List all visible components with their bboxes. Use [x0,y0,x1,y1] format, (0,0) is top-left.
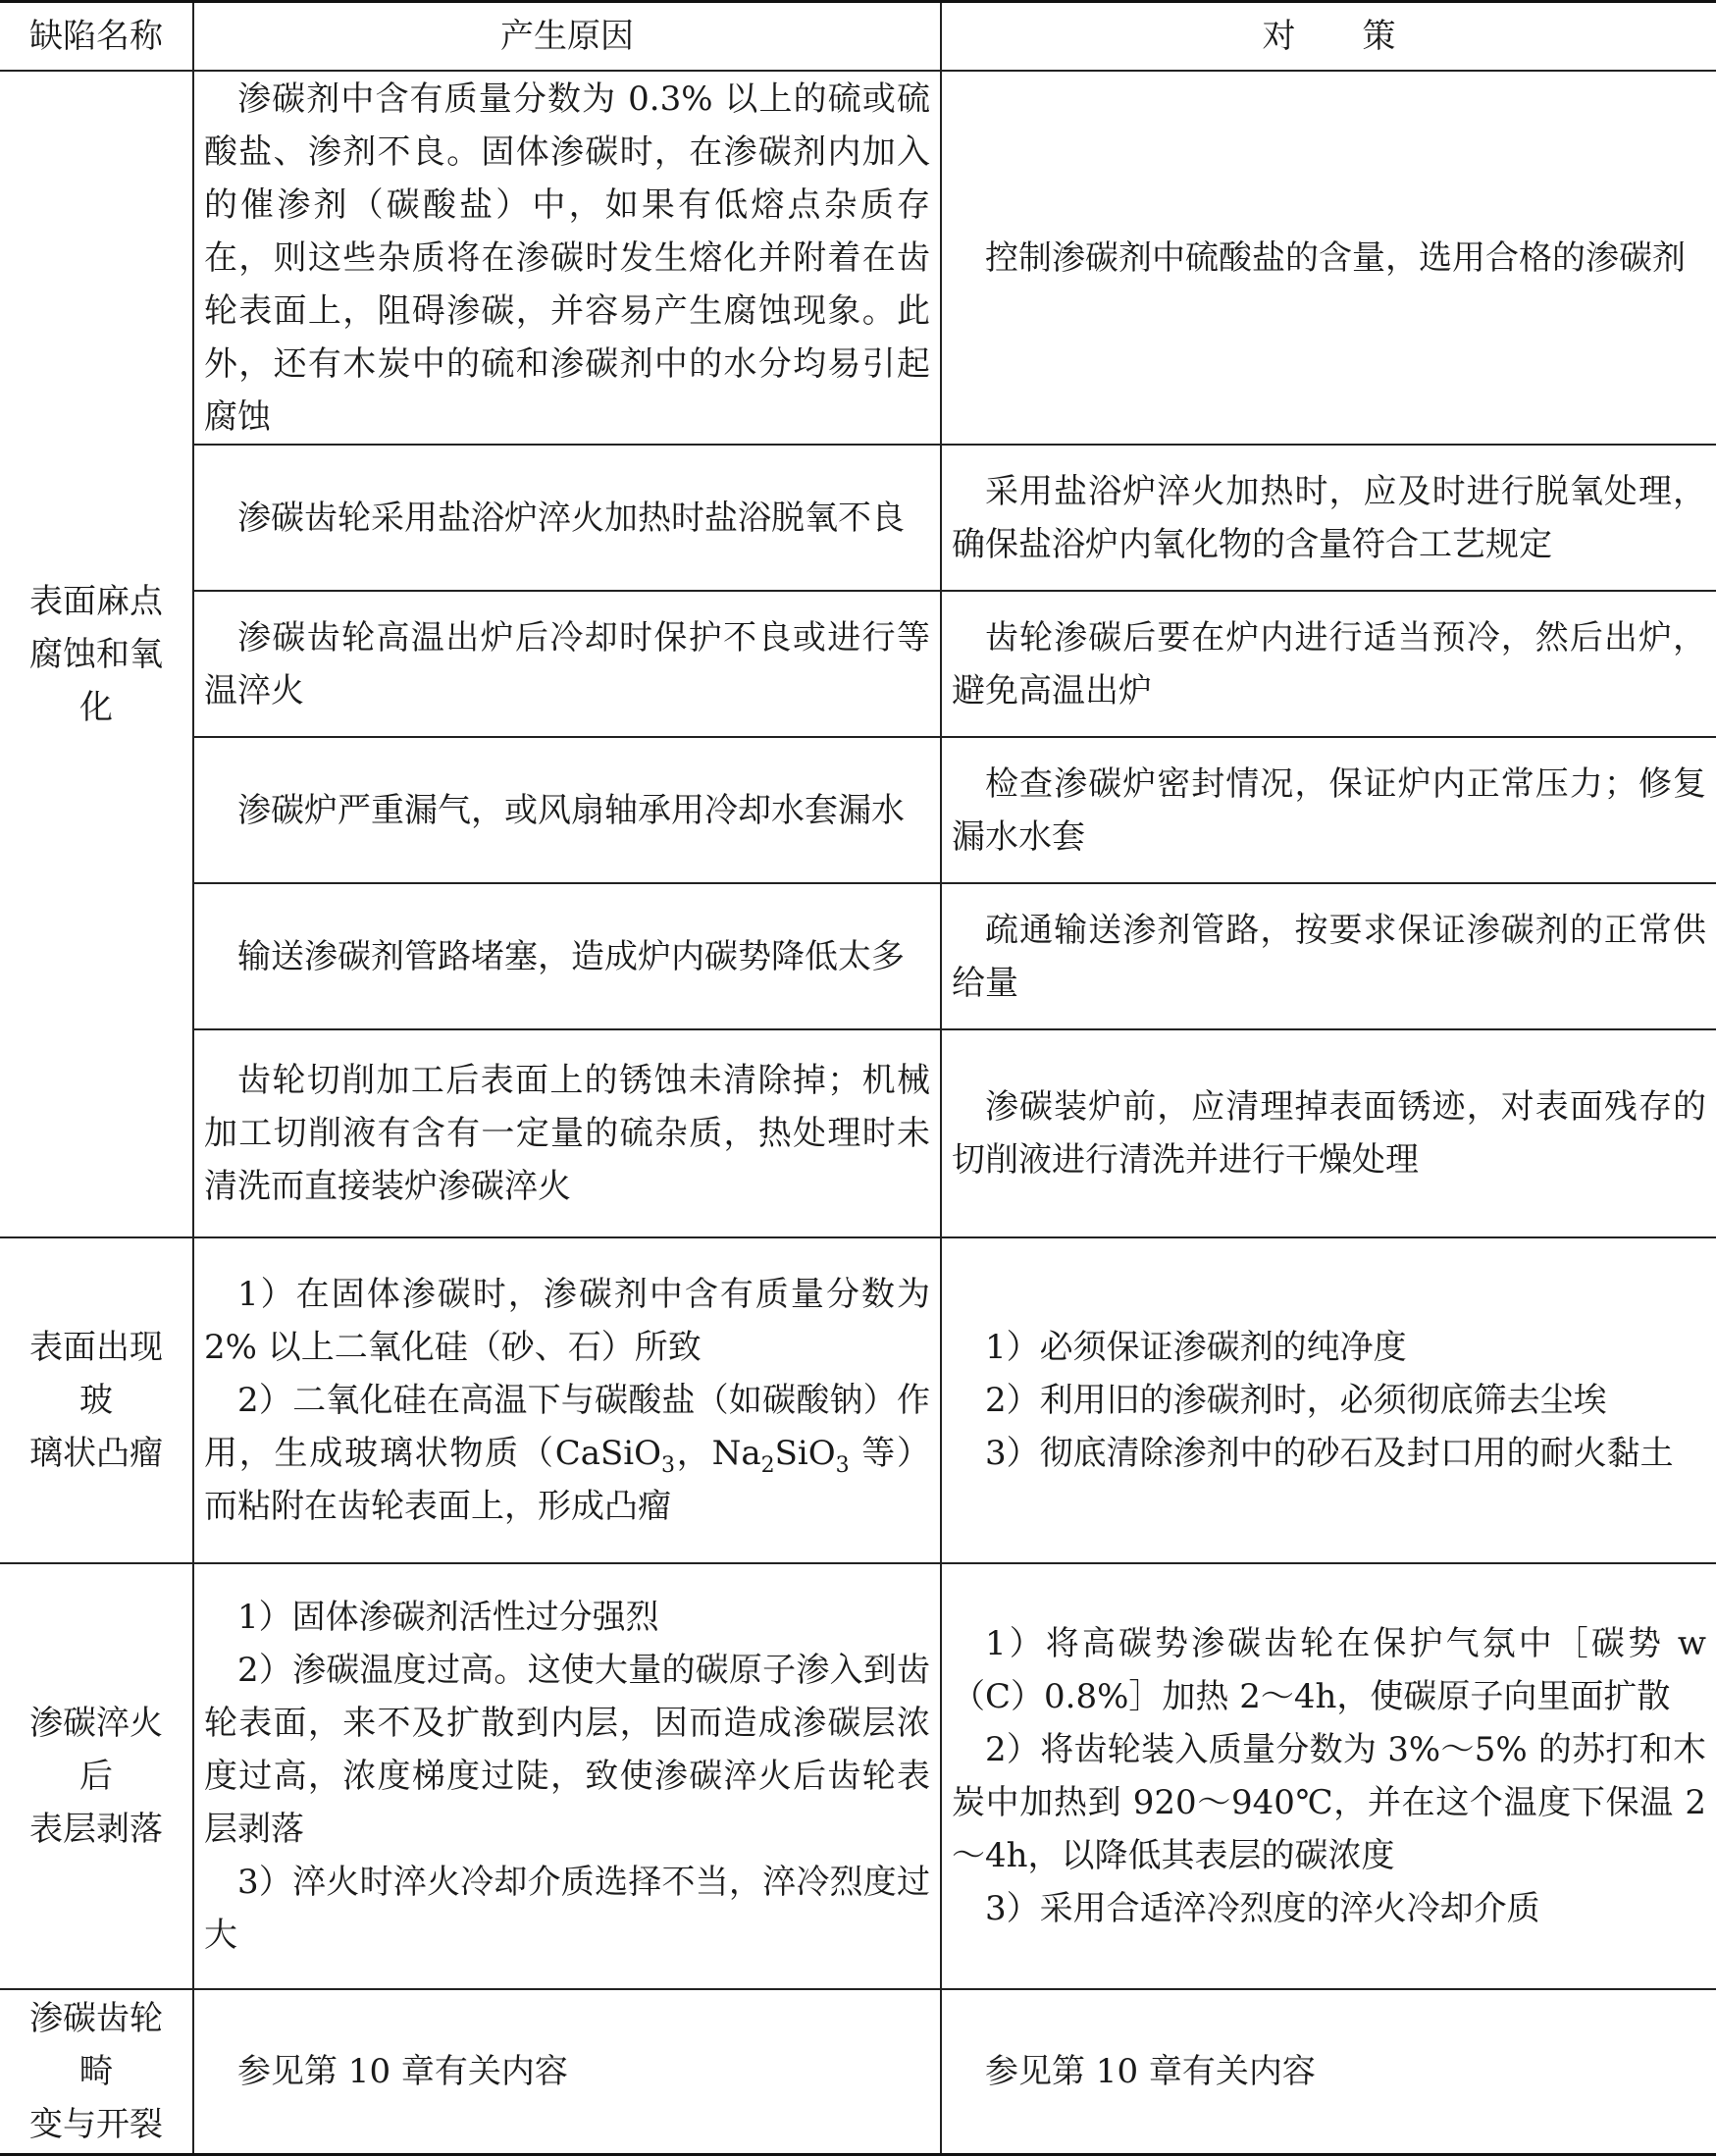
remedy-cell [941,591,1716,737]
table-row [0,1237,1716,1563]
table-row [0,737,1716,883]
defect-name-cell [0,1563,193,1989]
cause-cell [193,71,941,445]
defect-name-line: 璃状凸瘤 [29,1434,163,1473]
remedy-item: 1）将高碳势渗碳齿轮在保护气氛中［碳势 w（C）0.8%］加热 2～4h，使碳原子向里面扩散 [952,1624,1706,1716]
remedy-cell [941,1563,1716,1989]
remedy-item: 3）彻底清除渗剂中的砂石及封口用的耐火黏土 [985,1434,1674,1473]
defect-name-line: 渗碳淬火后 [29,1704,163,1796]
remedy-cell [941,1029,1716,1237]
cause-text: 齿轮切削加工后表面上的锈蚀未清除掉；机械加工切削液有含有一定量的硫杂质，热处理时未清洗而直接装炉渗碳淬火 [204,1061,930,1206]
defect-name-line: 表面出现玻 [29,1328,163,1420]
defect-name-cell [0,1237,193,1563]
cause-text: 渗碳齿轮高温出炉后冷却时保护不良或进行等温淬火 [204,617,930,710]
defect-name-line: 表层剥落 [29,1810,163,1849]
defect-name-line: 表面麻点 [29,581,163,621]
cause-cell [193,1989,941,2154]
defect-name-cell [0,1989,193,2154]
header-defect-name: 缺陷名称 [0,2,193,72]
defect-name-line: 腐蚀和氧化 [29,634,163,727]
table-row [0,71,1716,445]
table-row [0,1029,1716,1237]
remedy-item: 3）采用合适淬冷烈度的淬火冷却介质 [985,1889,1540,1928]
header-remedy: 对 策 [941,2,1716,72]
cause-text: 渗碳炉严重漏气，或风扇轴承用冷却水套漏水 [237,790,905,830]
cause-cell [193,591,941,737]
remedy-item: 1）必须保证渗碳剂的纯净度 [985,1328,1407,1367]
table-row [0,445,1716,591]
cause-item: 1）在固体渗碳时，渗碳剂中含有质量分数为 2% 以上二氧化硅（砂、石）所致 [204,1275,930,1367]
remedy-cell [941,1237,1716,1563]
remedy-item: 2）利用旧的渗碳剂时，必须彻底筛去尘埃 [985,1381,1607,1420]
defect-name-line: 变与开裂 [29,2104,163,2144]
remedy-cell [941,71,1716,445]
table-row [0,1989,1716,2154]
remedy-cell [941,737,1716,883]
cause-item: 1）固体渗碳剂活性过分强烈 [237,1598,659,1637]
cause-cell [193,1029,941,1237]
cause-cell [193,445,941,591]
remedy-text: 参见第 10 章有关内容 [985,2051,1316,2091]
table-row [0,591,1716,737]
cause-item: 2）渗碳温度过高。这使大量的碳原子渗入到齿轮表面，来不及扩散到内层，因而造成渗碳层浓度过高，浓度梯度过陡，致使渗碳淬火后齿轮表层剥落 [204,1651,930,1849]
table-row [0,883,1716,1029]
cause-cell [193,1563,941,1989]
remedy-cell [941,883,1716,1029]
remedy-text: 采用盐浴炉淬火加热时，应及时进行脱氧处理，确保盐浴炉内氧化物的含量符合工艺规定 [952,471,1706,564]
remedy-text: 疏通输送渗剂管路，按要求保证渗碳剂的正常供给量 [952,910,1706,1003]
table-row [0,1563,1716,1989]
cause-cell [193,883,941,1029]
remedy-cell [941,1989,1716,2154]
cause-cell [193,737,941,883]
defect-name-line: 渗碳齿轮畸 [29,1998,163,2091]
remedy-text: 控制渗碳剂中硫酸盐的含量，选用合格的渗碳剂 [985,237,1686,278]
cause-item: 3）淬火时淬火冷却介质选择不当，淬冷烈度过大 [204,1863,930,1955]
remedy-cell [941,445,1716,591]
cause-text: 输送渗碳剂管路堵塞，造成炉内碳势降低太多 [237,936,905,976]
table-header-row [0,2,1716,72]
defect-name-cell [0,71,193,1237]
cause-text: 渗碳剂中含有质量分数为 0.3% 以上的硫或硫酸盐、渗剂不良。固体渗碳时，在渗碳剂内加入的催渗剂（碳酸盐）中，如果有低熔点杂质存在，则这些杂质将在渗碳时发生熔化并附着在齿轮表面上，阻碍渗碳，并容易产生腐蚀现象。此外，还有木炭中的硫和渗碳剂中的水分均易引起腐蚀 [204,79,930,437]
remedy-item: 2）将齿轮装入质量分数为 3%～5% 的苏打和木炭中加热到 920～940℃，并在这个温度下保温 2～4h，以降低其表层的碳浓度 [952,1730,1706,1875]
remedy-text: 检查渗碳炉密封情况，保证炉内正常压力；修复漏水水套 [952,763,1706,857]
remedy-text: 齿轮渗碳后要在炉内进行适当预冷，然后出炉，避免高温出炉 [952,617,1706,710]
cause-item: 2）二氧化硅在高温下与碳酸盐（如碳酸钠）作用，生成玻璃状物质（CaSiO$_3$，$Na_2SiO_3$ 等）而粘附在齿轮表面上，形成凸瘤 [204,1381,930,1526]
cause-text: 渗碳齿轮采用盐浴炉淬火加热时盐浴脱氧不良 [237,498,905,538]
cause-cell [193,1237,941,1563]
cause-text: 参见第 10 章有关内容 [237,2051,568,2091]
remedy-text: 渗碳装炉前，应清理掉表面锈迹，对表面残存的切削液进行清洗并进行干燥处理 [952,1087,1706,1180]
header-cause: 产生原因 [193,2,941,72]
